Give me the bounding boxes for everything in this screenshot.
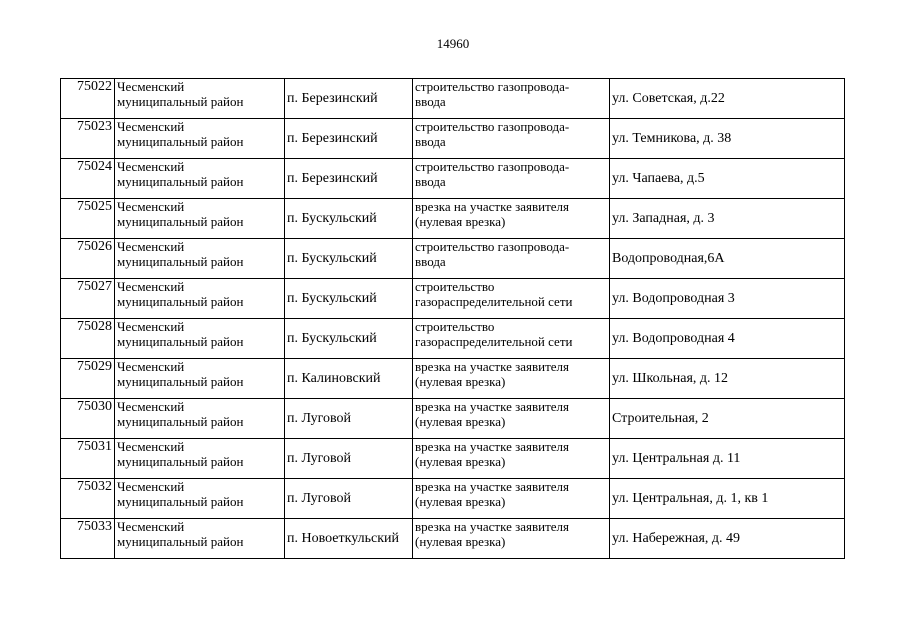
district-cell [115, 399, 285, 439]
settlement-cell: п. Луговой [285, 399, 413, 439]
record-number-cell: 75031 [61, 439, 115, 479]
table-row [61, 159, 845, 199]
record-number-cell: 75030 [61, 399, 115, 439]
table-row [61, 199, 845, 239]
work-type-cell [413, 279, 610, 319]
address-cell: ул. Школьная, д. 12 [610, 359, 845, 399]
district-line: Чесменский [117, 159, 185, 174]
address-cell: ул. Советская, д.22 [610, 79, 845, 119]
work-type-line: врезка на участке заявителя [415, 439, 569, 454]
district-cell [115, 159, 285, 199]
address-cell: ул. Западная, д. 3 [610, 199, 845, 239]
district-line: муниципальный район [117, 254, 244, 269]
work-type-line: (нулевая врезка) [415, 414, 506, 429]
district-line: муниципальный район [117, 214, 244, 229]
work-type-cell [413, 399, 610, 439]
district-line: муниципальный район [117, 534, 244, 549]
district-line: Чесменский [117, 319, 185, 334]
work-type-cell [413, 479, 610, 519]
district-cell [115, 359, 285, 399]
district-line: Чесменский [117, 199, 185, 214]
district-line: муниципальный район [117, 494, 244, 509]
work-type-line: (нулевая врезка) [415, 374, 506, 389]
address-cell: ул. Водопроводная 4 [610, 319, 845, 359]
table-row [61, 439, 845, 479]
work-type-cell [413, 519, 610, 559]
table-row [61, 359, 845, 399]
work-type-line: ввода [415, 94, 446, 109]
district-line: Чесменский [117, 479, 185, 494]
settlement-cell: п. Березинский [285, 79, 413, 119]
address-cell: ул. Центральная, д. 1, кв 1 [610, 479, 845, 519]
work-type-line: (нулевая врезка) [415, 454, 506, 469]
work-type-line: ввода [415, 174, 446, 189]
record-number-cell: 75027 [61, 279, 115, 319]
district-line: Чесменский [117, 439, 185, 454]
district-line: Чесменский [117, 399, 185, 414]
record-number-cell: 75025 [61, 199, 115, 239]
district-cell [115, 439, 285, 479]
record-number-cell: 75033 [61, 519, 115, 559]
work-type-line: (нулевая врезка) [415, 534, 506, 549]
district-line: Чесменский [117, 239, 185, 254]
district-line: Чесменский [117, 359, 185, 374]
settlement-cell: п. Бускульский [285, 279, 413, 319]
work-type-line: строительство [415, 319, 495, 334]
table-row [61, 479, 845, 519]
work-type-line: строительство газопровода- [415, 79, 570, 94]
table-row [61, 239, 845, 279]
work-type-cell [413, 159, 610, 199]
address-cell: ул. Темникова, д. 38 [610, 119, 845, 159]
record-number-cell: 75026 [61, 239, 115, 279]
district-cell [115, 119, 285, 159]
district-line: муниципальный район [117, 294, 244, 309]
district-line: муниципальный район [117, 94, 244, 109]
work-type-line: ввода [415, 254, 446, 269]
work-type-cell [413, 79, 610, 119]
table-row [61, 119, 845, 159]
work-type-line: врезка на участке заявителя [415, 479, 569, 494]
page-number: 14960 [436, 36, 470, 51]
record-number-cell: 75032 [61, 479, 115, 519]
table-row [61, 279, 845, 319]
work-type-line: строительство [415, 279, 495, 294]
address-cell: ул. Чапаева, д.5 [610, 159, 845, 199]
settlement-cell: п. Березинский [285, 159, 413, 199]
work-type-cell [413, 119, 610, 159]
settlement-cell: п. Бускульский [285, 319, 413, 359]
work-type-line: строительство газопровода- [415, 159, 570, 174]
table-row [61, 519, 845, 559]
settlement-cell: п. Луговой [285, 479, 413, 519]
district-cell [115, 319, 285, 359]
district-cell [115, 199, 285, 239]
record-number-cell: 75028 [61, 319, 115, 359]
district-cell [115, 479, 285, 519]
table-row [61, 79, 845, 119]
settlement-cell: п. Луговой [285, 439, 413, 479]
record-number-cell: 75024 [61, 159, 115, 199]
record-number-cell: 75022 [61, 79, 115, 119]
address-cell: ул. Центральная д. 11 [610, 439, 845, 479]
district-line: Чесменский [117, 519, 185, 534]
work-type-line: газораспределительной сети [415, 294, 573, 309]
address-cell: Водопроводная,6А [610, 239, 845, 279]
work-type-cell [413, 319, 610, 359]
district-line: Чесменский [117, 279, 185, 294]
work-type-line: (нулевая врезка) [415, 494, 506, 509]
district-line: Чесменский [117, 119, 185, 134]
district-cell [115, 79, 285, 119]
district-line: муниципальный район [117, 134, 244, 149]
district-line: муниципальный район [117, 374, 244, 389]
work-type-line: врезка на участке заявителя [415, 359, 569, 374]
district-line: муниципальный район [117, 174, 244, 189]
work-type-cell [413, 199, 610, 239]
address-cell: ул. Водопроводная 3 [610, 279, 845, 319]
work-type-line: строительство газопровода- [415, 119, 570, 134]
district-cell [115, 279, 285, 319]
settlement-cell: п. Бускульский [285, 239, 413, 279]
table-row [61, 319, 845, 359]
district-line: муниципальный район [117, 414, 244, 429]
address-cell: Строительная, 2 [610, 399, 845, 439]
district-line: муниципальный район [117, 334, 244, 349]
settlement-cell: п. Березинский [285, 119, 413, 159]
table-row [61, 399, 845, 439]
district-line: Чесменский [117, 79, 185, 94]
work-type-line: ввода [415, 134, 446, 149]
work-type-line: врезка на участке заявителя [415, 519, 569, 534]
address-cell: ул. Набережная, д. 49 [610, 519, 845, 559]
work-type-line: газораспределительной сети [415, 334, 573, 349]
work-type-line: врезка на участке заявителя [415, 199, 569, 214]
work-type-line: врезка на участке заявителя [415, 399, 569, 414]
district-cell [115, 519, 285, 559]
records-table [60, 78, 845, 559]
record-number-cell: 75023 [61, 119, 115, 159]
district-cell [115, 239, 285, 279]
work-type-cell [413, 359, 610, 399]
work-type-line: (нулевая врезка) [415, 214, 506, 229]
work-type-cell [413, 439, 610, 479]
record-number-cell: 75029 [61, 359, 115, 399]
settlement-cell: п. Калиновский [285, 359, 413, 399]
work-type-cell [413, 239, 610, 279]
settlement-cell: п. Бускульский [285, 199, 413, 239]
district-line: муниципальный район [117, 454, 244, 469]
work-type-line: строительство газопровода- [415, 239, 570, 254]
settlement-cell: п. Новоеткульский [285, 519, 413, 559]
records-table-body [61, 79, 845, 559]
